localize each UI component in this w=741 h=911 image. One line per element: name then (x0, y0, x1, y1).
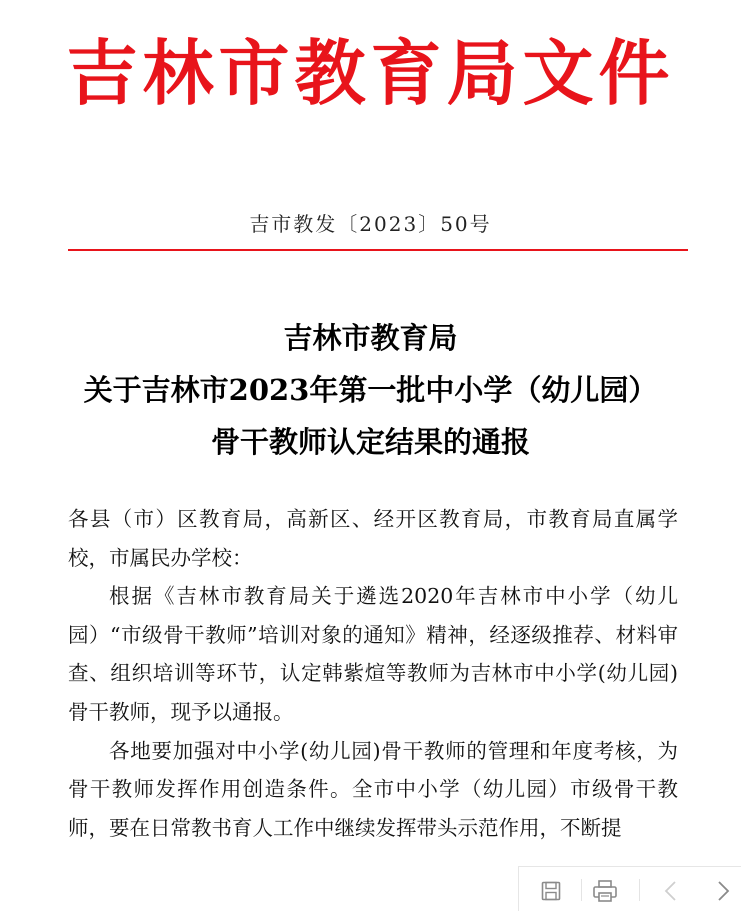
title-line-2: 关于吉林市2023年第一批中小学（幼儿园） (83, 373, 658, 407)
next-page-icon (715, 880, 731, 902)
next-page-button[interactable] (709, 877, 737, 905)
paragraph-1: 根据《吉林市教育局关于遴选2020年吉林市中小学（幼儿园）“市级骨干教师”培训对象的通知》精神，经逐级推荐、材料审查、组织培训等环节，认定韩紫煊等教师为吉林市中小学(幼儿园)骨干教师，现予以通报。 (68, 584, 678, 724)
print-button[interactable] (591, 877, 619, 905)
viewer-toolbar (518, 866, 741, 911)
document-number: 吉市教发〔2023〕50号 (249, 212, 492, 236)
save-button[interactable] (537, 877, 565, 905)
save-icon (540, 880, 562, 902)
document-title (0, 312, 741, 468)
document-header-title: 吉林市教育局文件 (66, 31, 675, 115)
paragraph-2: 各地要加强对中小学(幼儿园)骨干教师的管理和年度考核，为骨干教师发挥作用创造条件。全市中小学（幼儿园）市级骨干教师，要在日常教书育人工作中继续发挥带头示范作用，不断提 (68, 738, 678, 840)
red-divider-line (68, 249, 688, 251)
print-icon (592, 879, 618, 903)
document-body (68, 500, 678, 847)
salutation: 各县（市）区教育局，高新区、经开区教育局，市教育局直属学校，市属民办学校： (68, 507, 678, 570)
title-line-1: 吉林市教育局 (283, 321, 458, 355)
toolbar-separator (581, 879, 582, 901)
prev-page-icon (663, 880, 679, 902)
toolbar-separator (639, 879, 640, 901)
title-line-3: 骨干教师认定结果的通报 (210, 425, 530, 459)
prev-page-button[interactable] (657, 877, 685, 905)
